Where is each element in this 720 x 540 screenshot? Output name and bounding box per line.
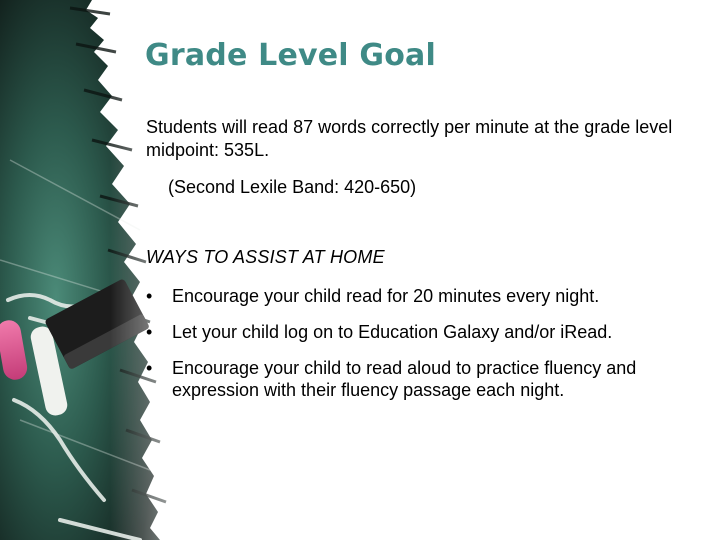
ways-heading: WAYS TO ASSIST AT HOME	[146, 247, 385, 267]
list-item	[146, 357, 686, 401]
list-item	[146, 321, 686, 343]
tip-text: Encourage your child to read aloud to practice fluency and expression with their fluency passage each night.	[172, 358, 637, 400]
tip-text: Encourage your child read for 20 minutes every night.	[172, 286, 600, 306]
bullet-icon: •	[146, 322, 153, 342]
grade-goal-text: Students will read 87 words correctly per minute at the grade level midpoint: 535L.	[146, 117, 673, 160]
list-item	[146, 285, 686, 307]
tips-list	[146, 285, 686, 415]
bullet-icon: •	[146, 286, 153, 306]
bullet-icon: •	[146, 358, 153, 378]
page-title: Grade Level Goal	[145, 38, 436, 73]
tip-text: Let your child log on to Education Galaxy and/or iRead.	[172, 322, 613, 342]
lexile-band-text: (Second Lexile Band: 420-650)	[168, 177, 417, 197]
